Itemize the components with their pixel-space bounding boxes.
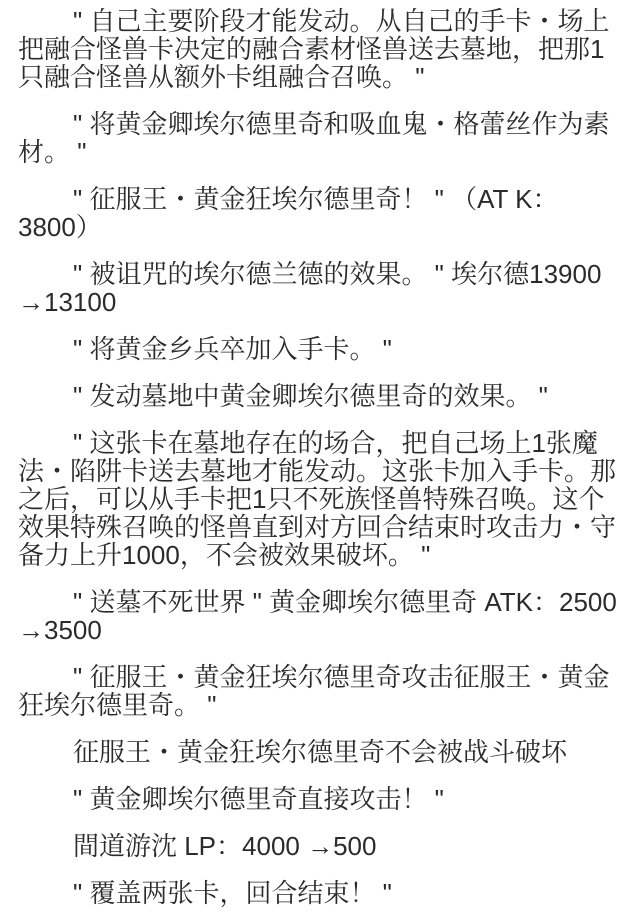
log-paragraph-10: 征服王・黄金狂埃尔德里奇不会被战斗破坏 <box>73 737 568 767</box>
log-paragraph-5: " 将黄金乡兵卒加入手卡。 " <box>73 334 392 364</box>
log-paragraph-3: " 征服王・黄金狂埃尔德里奇！ " （AT K：3800） <box>18 184 559 242</box>
log-paragraph-1: " 自己主要阶段才能发动。从自己的手卡・场上把融合怪兽卡决定的融合素材怪兽送去墓地，把那1只融合怪兽从额外卡组融合召唤。 " <box>18 6 610 92</box>
log-paragraph-8: " 送墓不死世界 " 黄金卿埃尔德里奇 ATK：2500 →3500 <box>18 587 617 645</box>
log-paragraph-7: " 这张卡在墓地存在的场合，把自己场上1张魔法・陷阱卡送去墓地才能发动。这张卡加入手卡。那之后，可以从手卡把1只不死族怪兽特殊召唤。这个效果特殊召唤的怪兽直到对方回合结束时攻击力・守备力上升1000，不会被效果破坏。 " <box>18 428 617 570</box>
log-paragraph-11: " 黄金卿埃尔德里奇直接攻击！ " <box>73 784 444 814</box>
log-paragraph-4: " 被诅咒的埃尔德兰德的效果。 " 埃尔德13900 →13100 <box>18 259 602 317</box>
log-paragraph-9: " 征服王・黄金狂埃尔德里奇攻击征服王・黄金狂埃尔德里奇。 " <box>18 662 610 720</box>
duel-log-article <box>18 7 622 907</box>
log-paragraph-6: " 发动墓地中黄金卿埃尔德里奇的效果。 " <box>73 381 548 411</box>
log-paragraph-12: 間道游沈 LP：4000 →500 <box>73 831 377 861</box>
log-paragraph-2: " 将黄金卿埃尔德里奇和吸血鬼・格蕾丝作为素材。 " <box>18 109 610 167</box>
log-paragraph-13: " 覆盖两张卡，回合结束！ " <box>73 878 392 908</box>
